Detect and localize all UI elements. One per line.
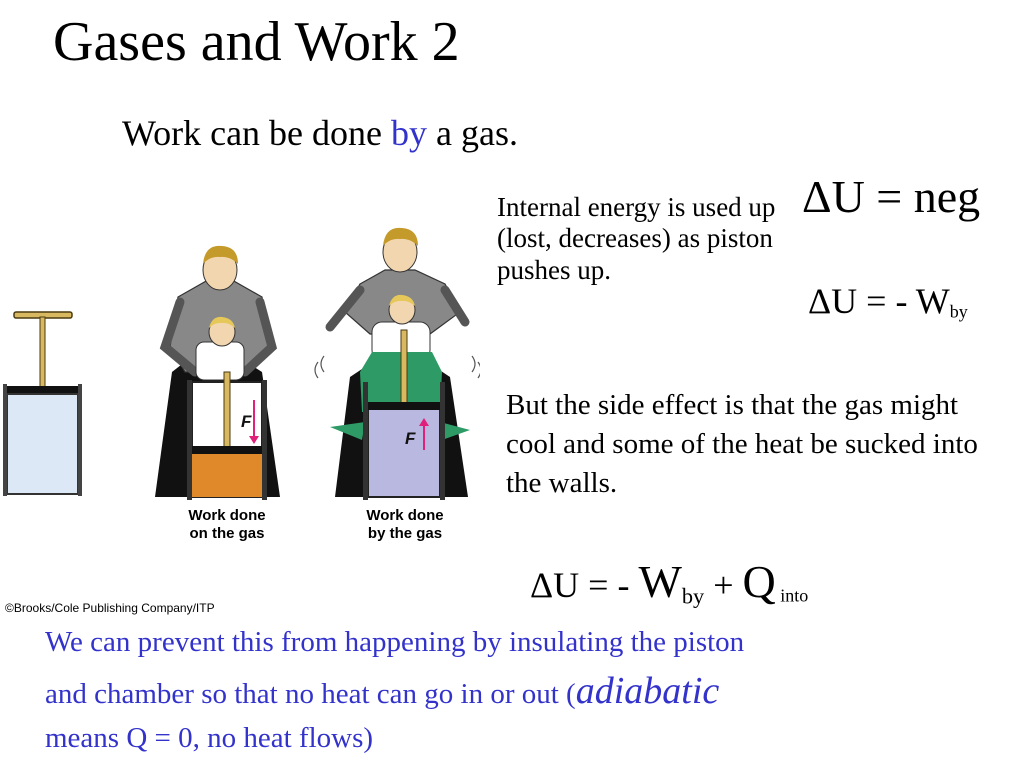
caption-on-line1: Work done: [188, 507, 266, 524]
copyright: ©Brooks/Cole Publishing Company/ITP: [5, 601, 215, 615]
eq3-q-sub: into: [775, 585, 809, 606]
eq2-sub: by: [949, 301, 968, 322]
plain-piston: [3, 312, 82, 496]
equation-delta-u-neg: ΔU = neg: [802, 171, 981, 222]
eq2-main: ΔU = - W: [808, 281, 950, 321]
cylinder-compressed: [187, 372, 267, 500]
eq3-q: Q: [742, 556, 776, 607]
caption-by-line1: Work done: [366, 507, 444, 524]
caption-by-line2: by the gas: [367, 525, 443, 542]
subtitle-prefix: Work can be done: [122, 113, 391, 153]
eq3-lhs: ΔU = -: [530, 565, 639, 605]
subtitle: [122, 112, 518, 155]
insulation-adiabatic: adiabatic: [575, 669, 720, 712]
caption-on-line2: on the gas: [189, 525, 265, 542]
equation-first-law: [530, 555, 808, 610]
eq3-w: W: [638, 556, 682, 607]
force-label-down: F: [241, 412, 252, 431]
insulation-text: [45, 622, 765, 760]
eq3-w-sub: by: [681, 583, 705, 609]
insulation-part2: means Q = 0, no heat flows): [45, 722, 374, 755]
slide-title: Gases and Work 2: [53, 11, 460, 73]
equation-delta-u-minus-wby: [808, 280, 968, 323]
insulation-part1: We can prevent this from happening by insulating the piston and chamber so that no heat can go in or out (: [45, 626, 745, 710]
force-label-up: F: [405, 429, 416, 448]
subtitle-highlight: by: [391, 113, 427, 153]
internal-energy-text: Internal energy is used up (lost, decreases) as piston pushes up.: [497, 192, 776, 285]
subtitle-suffix: a gas.: [427, 113, 518, 153]
side-effect-text: But the side effect is that the gas might cool and some of the heat be sucked into the walls.: [506, 389, 978, 500]
piston-figure: [0, 222, 480, 552]
eq3-plus: +: [704, 565, 743, 605]
